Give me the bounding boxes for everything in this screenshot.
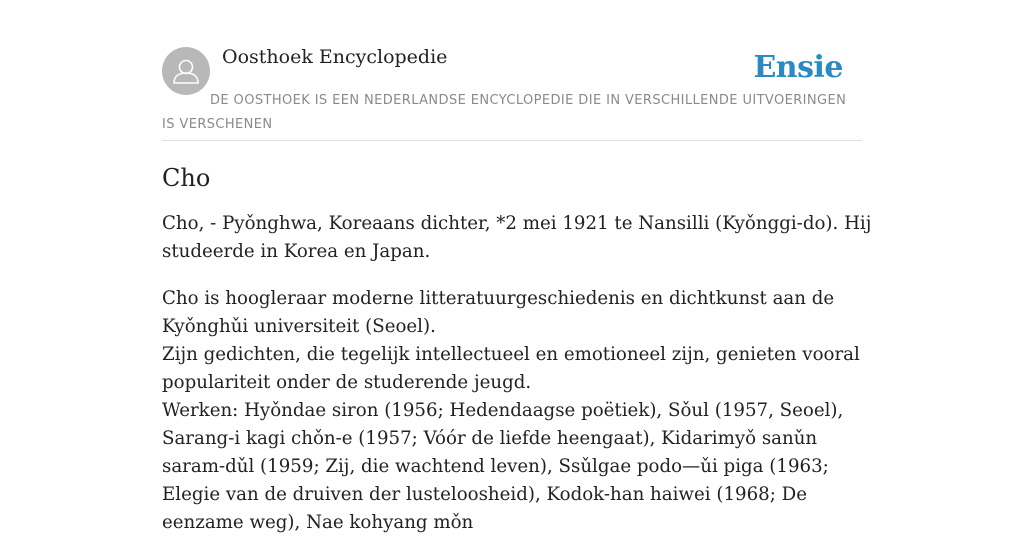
article-paragraph: Cho, - Pyǒnghwa, Koreaans dichter, *2 mei 1921 te Nansilli (Kyǒnggi-do). Hij studeerde in Korea en Japan. — [162, 213, 872, 262]
user-avatar-icon[interactable] — [162, 47, 210, 95]
site-tagline: DE OOSTHOEK IS EEN NEDERLANDSE ENCYCLOPEDIE DIE IN VERSCHILLENDE UITVOERINGEN IS VERSCHENEN — [162, 93, 847, 132]
site-title[interactable]: Oosthoek Encyclopedie — [222, 46, 448, 68]
article-paragraph: Cho is hoogleraar moderne litteratuurgeschiedenis en dichtkunst aan de Kyǒnghǔi universiteit (Seoel). — [162, 288, 835, 337]
article-title: Cho — [162, 164, 211, 192]
article — [162, 160, 872, 537]
site-header — [162, 0, 862, 141]
article-paragraph: Werken: Hyǒndae siron (1956; Hedendaagse poëtiek), Sǒul (1957, Seoel), Sarang-i kagi chǒn-e (1957; Vóór de liefde heengaat), Kidarimyǒ sanǔn saram-dǔl (1959; Zij, die wachtend leven), Ssǔlgae podo—ǔi piga (1963; Elegie van de druiven der lusteloosheid), Kodok-han haiwei (1968; De eenzame weg), Nae kohyang mǒn — [162, 400, 844, 533]
article-paragraph: Zijn gedichten, die tegelijk intellectueel en emotioneel zijn, genieten vooral populariteit onder de studerende jeugd. — [162, 344, 860, 393]
brand-logo[interactable]: Ensie — [753, 50, 843, 85]
